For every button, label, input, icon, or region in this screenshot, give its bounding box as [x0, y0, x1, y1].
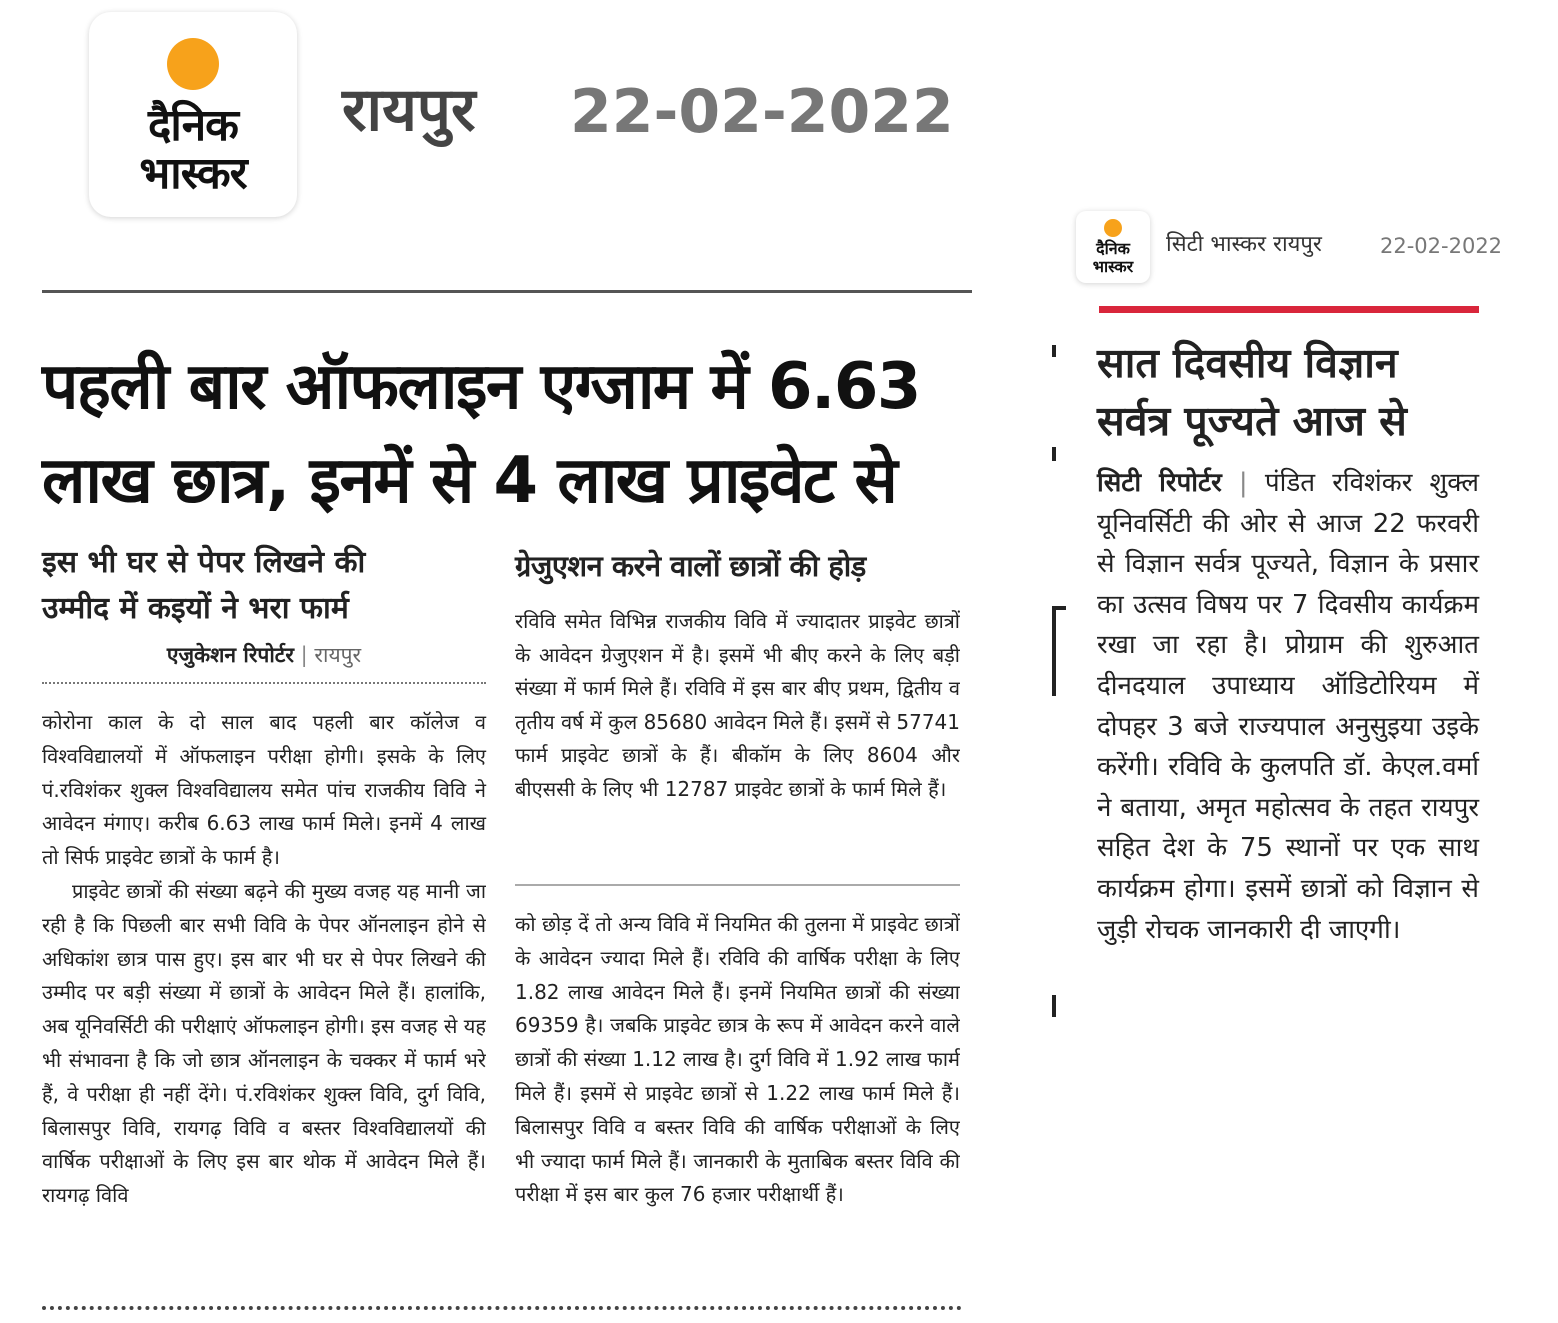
edge-mark-1 [1052, 345, 1056, 357]
byline-separator: | [300, 643, 308, 667]
sun-dot-icon [167, 38, 219, 90]
side-headline-line2: सर्वत्र पूज्यते आज से [1097, 397, 1407, 445]
left-para-2: प्राइवेट छात्रों की संख्या बढ़ने की मुख्य वजह यह मानी जा रही है कि पिछली बार सभी विवि के पेपर ऑनलाइन होने से अधिकांश छात्र पास हुए। इस बार भी घर से पेपर लिखने की उम्मीद पर बड़ी संख्या में छात्रों के आवेदन मिले हैं। हालांकि, अब यूनिवर्सिटी की परीक्षाएं ऑफलाइन होगी। इस वजह से यह भी संभावना है कि जो छात्र ऑनलाइन के चक्कर में फार्म भरे हैं, वे परीक्षा ही नहीं देंगे। पं.रविशंकर शुक्ल विवि, दुर्ग विवि, बिलासपुर विवि, रायगढ़ विवि व बस्तर विश्वविद्यालयों की वार्षिक परीक्षाओं के लिए इस बार थोक में आवेदन मिले हैं। रायगढ़ विवि [42, 878, 486, 1208]
header-divider [42, 290, 972, 293]
right-column-top: रविवि समेत विभिन्न राजकीय विवि में ज्यादातर प्राइवेट छात्रों के आवेदन ग्रेजुएशन में है। इसमें भी बीए करने के लिए बड़ी संख्या में फार्म मिले हैं। रविवि में इस बार बीए प्रथम, द्वितीय व तृतीय वर्ष में कुल 85680 आवेदन मिले हैं। इसमें से 57741 फार्म प्राइवेट छात्रों के हैं। बीकॉम के लिए 8604 और बीएससी के लिए भी 12787 प्राइवेट छात्रों के फार्म मिले हैं। [515, 609, 960, 801]
main-headline-line1: पहली बार ऑफलाइन एग्जाम में 6.63 [42, 350, 920, 424]
side-headline-line1: सात दिवसीय विज्ञान [1097, 339, 1398, 387]
left-para-1: कोरोना काल के दो साल बाद पहली बार कॉलेज व विश्वविद्यालयों में ऑफलाइन परीक्षा होगी। इसके के लिए पं.रविशंकर शुक्ल विश्वविद्यालय समेत पांच राजकीय विवि ने आवेदन मंगाए। करीब 6.63 लाख फार्म मिले। इनमें 4 लाख तो सिर्फ प्राइवेट छात्रों के फार्म है। [42, 710, 486, 870]
main-headline-line2: लाख छात्र, इनमें से 4 लाख प्राइवेट से [42, 444, 897, 518]
side-date: 22-02-2022 [1380, 234, 1503, 258]
right-column-bottom: को छोड़ दें तो अन्य विवि में नियमित की तुलना में प्राइवेट छात्रों के आवेदन ज्यादा मिले हैं। रविवि की वार्षिक परीक्षा के लिए 1.82 लाख आवेदन मिले हैं। इनमें नियमित छात्रों की संख्या 69359 है। जबकि प्राइवेट छात्र के रूप में आवेदन करने वाले छात्रों की संख्या 1.12 लाख है। दुर्ग विवि में 1.92 लाख फार्म मिले हैं। इसमें से प्राइवेट छात्रों से 1.22 लाख फार्म मिले हैं। बिलासपुर विवि व बस्तर विवि की वार्षिक परीक्षाओं के लिए भी ज्यादा फार्म मिले हैं। जानकारी के मुताबिक बस्तर विवि की परीक्षा में इस बार कुल 76 हजार परीक्षार्थी हैं। [515, 912, 960, 1207]
right-column-rule [515, 884, 960, 886]
byline-city: रायपुर [314, 643, 362, 667]
side-edition: सिटी भास्कर रायपुर [1166, 232, 1322, 257]
side-logo-line1: दैनिक [1096, 239, 1130, 258]
subhead-left-line2: उम्मीद में कइयों ने भरा फार्म [42, 591, 349, 626]
logo-line2: भास्कर [139, 148, 247, 199]
side-byline: सिटी रिपोर्टर [1097, 468, 1222, 498]
edition-city: रायपुर [342, 75, 476, 145]
side-byline-separator: | [1238, 468, 1248, 498]
byline-name: एजुकेशन रिपोर्टर [166, 643, 294, 667]
edge-mark-4 [1052, 606, 1056, 696]
side-sun-dot-icon [1104, 219, 1122, 237]
edition-date: 22-02-2022 [570, 77, 954, 147]
subhead-left [42, 540, 502, 632]
subhead-left-line1: इस भी घर से पेपर लिखने की [42, 545, 366, 580]
clipped-next-line [42, 1306, 962, 1314]
side-body [1097, 463, 1479, 950]
edge-mark-2 [1052, 447, 1056, 461]
side-body-text: पंडित रविशंकर शुक्ल यूनिवर्सिटी की ओर से आज 22 फरवरी से विज्ञान सर्वत्र पूज्यते, विज्ञान के प्रसार का उत्सव विषय पर 7 दिवसीय कार्यक्रम रखा जा रहा है। प्रोग्राम की शुरुआत दीनदयाल उपाध्याय ऑडिटोरियम में दोपहर 3 बजे राज्यपाल अनुसुइया उइके करेंगी। रविवि के कुलपति डॉ. केएल.वर्मा ने बताया, अमृत महोत्सव के तहत रायपुर सहित देश के 75 स्थानों पर एक साथ कार्यक्रम होगा। इसमें छात्रों को विज्ञान से जुड़ी रोचक जानकारी दी जाएगी। [1097, 468, 1479, 945]
dainik-bhaskar-logo [89, 12, 297, 217]
byline-dotted-rule [42, 682, 486, 684]
edge-mark-5 [1052, 995, 1056, 1017]
side-logo [1076, 211, 1150, 283]
byline [42, 640, 486, 670]
subhead-right: ग्रेजुएशन करने वालों छात्रों की होड़ [515, 549, 866, 583]
main-headline [42, 340, 962, 528]
side-logo-line2: भास्कर [1092, 257, 1134, 276]
left-column [42, 706, 486, 1247]
side-headline [1097, 334, 1487, 450]
logo-line1: दैनिक [148, 100, 238, 151]
side-accent-rule [1099, 306, 1479, 313]
